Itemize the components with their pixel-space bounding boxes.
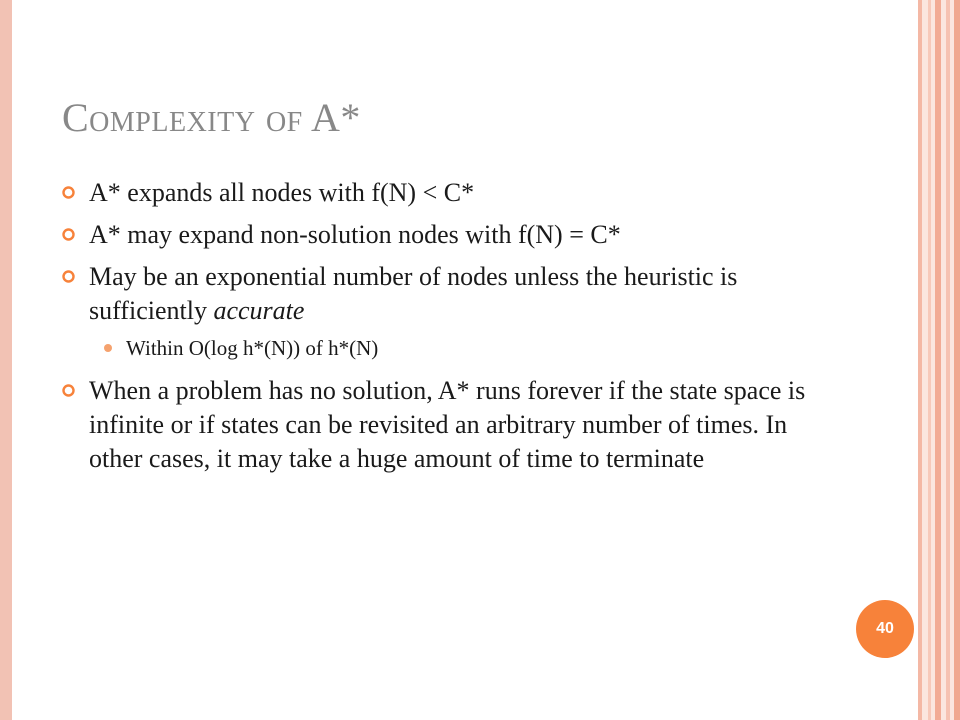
hollow-circle-bullet-icon bbox=[62, 384, 75, 397]
bullet-item bbox=[62, 218, 822, 252]
frame-stripe bbox=[935, 0, 941, 720]
bullet-item bbox=[62, 176, 822, 210]
frame-left-border bbox=[0, 0, 12, 720]
hollow-circle-bullet-icon bbox=[62, 186, 75, 199]
bullet-item bbox=[62, 374, 822, 476]
bullet-text: A* expands all nodes with f(N) < C* bbox=[89, 178, 475, 207]
bullet-emphasis: accurate bbox=[213, 296, 305, 325]
sub-bullet-item bbox=[62, 334, 822, 362]
hollow-circle-bullet-icon bbox=[62, 270, 75, 283]
frame-stripe bbox=[928, 0, 931, 720]
bullet-text: May be an exponential number of nodes unless the heuristic is sufficiently bbox=[89, 262, 738, 325]
filled-dot-bullet-icon bbox=[104, 344, 112, 352]
frame-stripe bbox=[954, 0, 960, 720]
frame-left-inner bbox=[12, 0, 14, 720]
bullet-item bbox=[62, 260, 822, 328]
sub-bullet-text: Within O(log h*(N)) of h*(N) bbox=[126, 336, 379, 360]
bullet-text: A* may expand non-solution nodes with f(N) = C* bbox=[89, 220, 621, 249]
hollow-circle-bullet-icon bbox=[62, 228, 75, 241]
frame-stripe bbox=[946, 0, 950, 720]
bullet-text: When a problem has no solution, A* runs forever if the state space is infinite or if states can be revisited an arbitrary number of times. In other cases, it may take a huge amount of time to terminate bbox=[89, 376, 806, 473]
page-number-badge: 40 bbox=[856, 600, 914, 658]
bullet-list bbox=[62, 176, 822, 484]
slide-title: Complexity of A* bbox=[62, 95, 361, 140]
frame-stripe bbox=[918, 0, 922, 720]
